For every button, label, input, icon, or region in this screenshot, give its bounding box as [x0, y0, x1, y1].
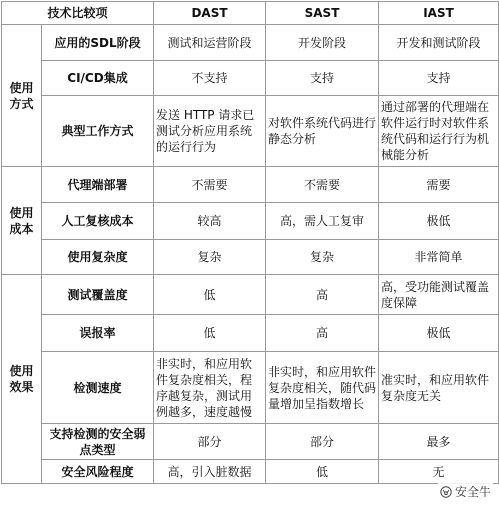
cell-iast: 准实时，和应用软件复杂度无关: [379, 352, 499, 424]
cell-sast: 开发阶段: [266, 25, 379, 61]
cell-dast: 低: [154, 275, 266, 315]
cell-dast: 低: [154, 315, 266, 352]
cell-dast: 发送 HTTP 请求已测试分析应用系统的运行行为: [154, 96, 266, 167]
cell-iast: 极低: [379, 203, 499, 240]
header-dast: DAST: [154, 2, 266, 25]
watermark: [438, 482, 493, 501]
cell-iast: 支持: [379, 61, 499, 96]
bull-logo-icon: [440, 486, 452, 498]
row-item: 典型工作方式: [42, 96, 154, 167]
cell-iast: 非常简单: [379, 240, 499, 275]
row-item: 支持检测的安全弱点类型: [42, 424, 154, 460]
table-row: [2, 240, 499, 275]
cell-dast: 测试和运营阶段: [154, 25, 266, 61]
row-item: 安全风险程度: [42, 460, 154, 484]
cell-sast: 不需要: [266, 167, 379, 203]
table-row: [2, 167, 499, 203]
row-item: 人工复核成本: [42, 203, 154, 240]
row-item: 检测速度: [42, 352, 154, 424]
cell-sast: 高: [266, 275, 379, 315]
cell-iast: 通过部署的代理端在软件运行时对软件系统代码和运行行为机械能分析: [379, 96, 499, 167]
table-row: [2, 315, 499, 352]
cell-iast: 高，受功能测试覆盖度保障: [379, 275, 499, 315]
cell-sast: 复杂: [266, 240, 379, 275]
cell-dast: 不需要: [154, 167, 266, 203]
cell-dast: 较高: [154, 203, 266, 240]
row-item: 使用复杂度: [42, 240, 154, 275]
cell-iast: 需要: [379, 167, 499, 203]
header-sast: SAST: [266, 2, 379, 25]
cell-sast: 支持: [266, 61, 379, 96]
table-row: [2, 203, 499, 240]
cell-sast: 非实时，和应用软件复杂度相关，随代码量增加呈指数增长: [266, 352, 379, 424]
table-row: [2, 25, 499, 61]
header-item: 技术比较项: [2, 2, 154, 25]
cell-dast: 非实时，和应用软件复杂度相关，程序越复杂，测试用例越多，速度越慢: [154, 352, 266, 424]
cell-dast: 部分: [154, 424, 266, 460]
category-cost: 使用成本: [2, 167, 42, 275]
cell-iast: 极低: [379, 315, 499, 352]
table-row: [2, 352, 499, 424]
cell-dast: 复杂: [154, 240, 266, 275]
comparison-table: [1, 1, 499, 484]
row-item: 测试覆盖度: [42, 275, 154, 315]
table-row: [2, 460, 499, 484]
cell-sast: 部分: [266, 424, 379, 460]
cell-sast: 对软件系统代码进行静态分析: [266, 96, 379, 167]
cell-sast: 低: [266, 460, 379, 484]
header-iast: IAST: [379, 2, 499, 25]
cell-dast: 不支持: [154, 61, 266, 96]
table-row: [2, 96, 499, 167]
cell-iast: 最多: [379, 424, 499, 460]
category-usage: 使用方式: [2, 25, 42, 167]
table-row: [2, 61, 499, 96]
cell-iast: 开发和测试阶段: [379, 25, 499, 61]
table-row: [2, 275, 499, 315]
cell-dast: 高，引入脏数据: [154, 460, 266, 484]
header-row: [2, 2, 499, 25]
cell-sast: 高: [266, 315, 379, 352]
cell-sast: 高，需人工复审: [266, 203, 379, 240]
row-item: 应用的SDL阶段: [42, 25, 154, 61]
table-row: [2, 424, 499, 460]
category-effect: 使用效果: [2, 275, 42, 484]
row-item: CI/CD集成: [42, 61, 154, 96]
cell-iast: 无: [379, 460, 499, 484]
row-item: 代理端部署: [42, 167, 154, 203]
row-item: 误报率: [42, 315, 154, 352]
watermark-text: 安全牛: [455, 483, 491, 500]
